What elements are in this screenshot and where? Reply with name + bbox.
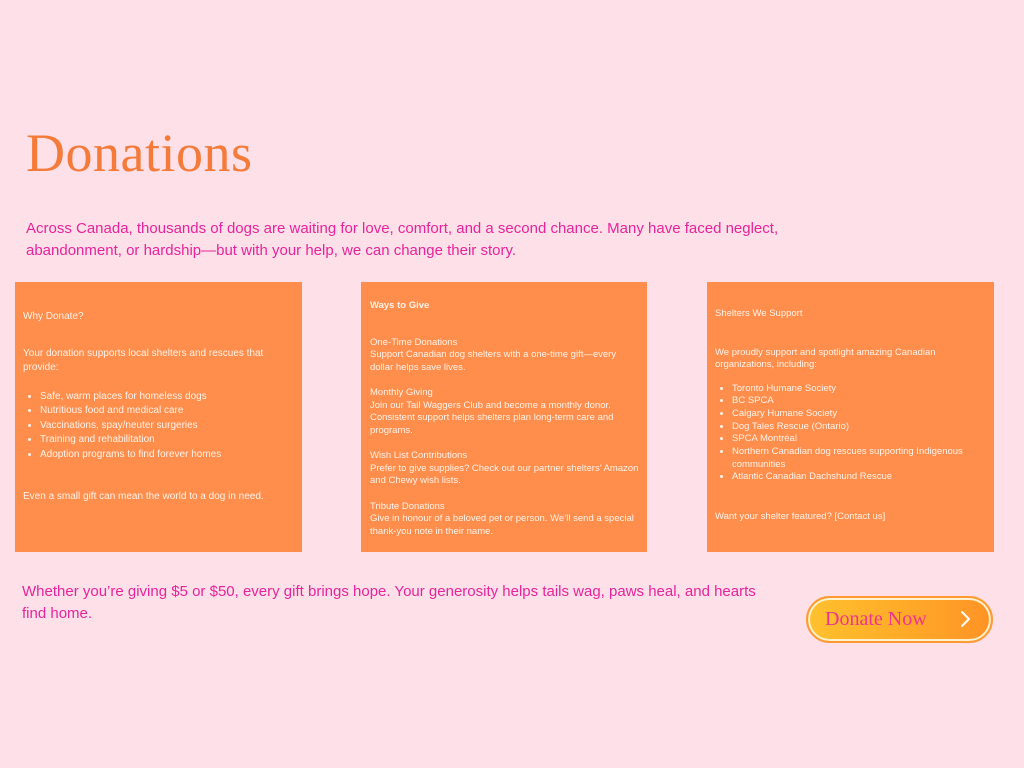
- list-item: • Northern Canadian dog rescues supporting Indigenous communities: [732, 446, 986, 471]
- why-donate-footer: Even a small gift can mean the world to a dog in need.: [23, 491, 264, 502]
- option-title: Monthly Giving: [370, 387, 433, 398]
- option-title: One-Time Donations: [370, 336, 458, 348]
- shelters-heading: Shelters We Support: [715, 308, 803, 319]
- contact-us-link[interactable]: Want your shelter featured? [Contact us]: [715, 511, 886, 523]
- why-donate-heading: Why Donate?: [23, 311, 84, 322]
- list-item: • BC SPCA: [732, 395, 986, 408]
- list-item: • Adoption programs to find forever homes: [40, 448, 294, 463]
- give-option-tribute: [370, 501, 639, 539]
- intro-text: Across Canada, thousands of dogs are waiting for love, comfort, and a second chance. Many have faced neglect, abandonment, or hardship—but with your help, we can change their story.: [26, 220, 779, 259]
- donate-now-label: Donate Now: [825, 608, 927, 630]
- list-item: • Atlantic Canadian Dachshund Rescue: [732, 471, 986, 484]
- why-donate-list: [23, 390, 294, 463]
- give-option-monthly: [370, 387, 639, 437]
- give-option-one-time: [370, 337, 639, 375]
- list-item: • Toronto Humane Society: [732, 383, 986, 396]
- why-donate-text: Your donation supports local shelters and rescues that provide:: [23, 347, 264, 373]
- ways-to-give-heading: Ways to Give: [370, 300, 430, 311]
- page-title: Donations: [26, 123, 253, 183]
- option-text: Prefer to give supplies? Check out our partner shelters’ Amazon and Chewy wish lists.: [370, 462, 639, 486]
- list-item: • Dog Tales Rescue (Ontario): [732, 421, 986, 434]
- option-title: Tribute Donations: [370, 500, 445, 512]
- shelters-card: [707, 282, 994, 552]
- list-item: • Calgary Humane Society: [732, 408, 986, 421]
- option-text: Give in honour of a beloved pet or person. We’ll send a special thank-you note in their name.: [370, 513, 634, 537]
- list-item: • Safe, warm places for homeless dogs: [40, 390, 294, 405]
- list-item: • SPCA Montréal: [732, 433, 986, 446]
- shelters-list: [715, 383, 986, 485]
- list-item: • Nutritious food and medical care: [40, 404, 294, 419]
- option-text: Join our Tail Waggers Club and become a monthly donor. Consistent support helps shelters plan long-term care and programs.: [370, 399, 614, 436]
- option-text: Support Canadian dog shelters with a one-time gift—every dollar helps save lives.: [370, 349, 617, 373]
- donate-now-button[interactable]: [806, 596, 993, 643]
- outro-text: Whether you’re giving $5 or $50, every gift brings hope. Your generosity helps tails wag, paws heal, and hearts find home.: [22, 583, 756, 622]
- why-donate-card: [15, 282, 302, 552]
- list-item: • Training and rehabilitation: [40, 433, 294, 448]
- shelters-text: We proudly support and spotlight amazing Canadian organizations, including:: [715, 346, 936, 370]
- list-item: • Vaccinations, spay/neuter surgeries: [40, 419, 294, 434]
- option-title: Wish List Contributions: [370, 450, 468, 461]
- ways-to-give-card: [361, 282, 647, 552]
- chevron-right-icon: [959, 610, 971, 634]
- give-option-wish-list: [370, 450, 639, 488]
